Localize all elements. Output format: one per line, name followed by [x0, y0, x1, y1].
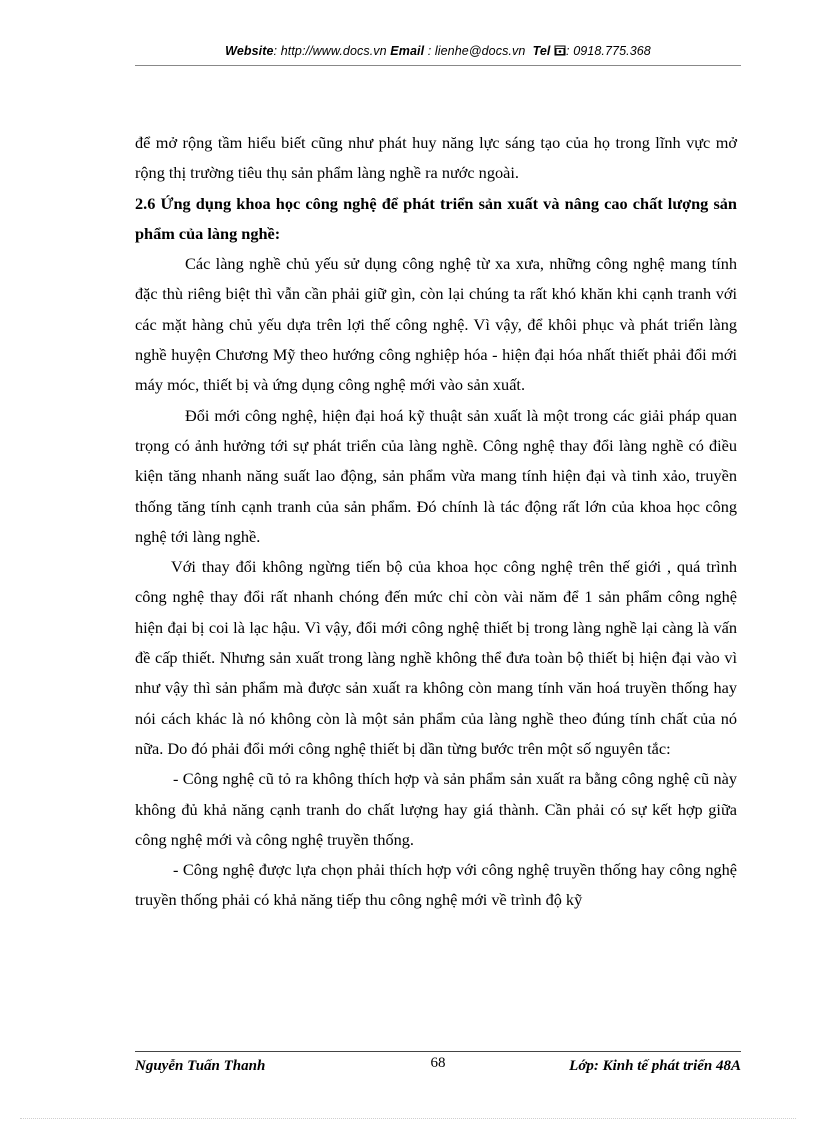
tel-value: : 0918.775.368	[566, 44, 651, 58]
header-divider	[135, 65, 741, 66]
tel-label: Tel	[532, 44, 551, 58]
footer-class: Lớp: Kinh tế phát triển 48A	[569, 1058, 741, 1074]
email-value: : lienhe@docs.vn	[424, 44, 526, 58]
telephone-icon	[554, 45, 566, 59]
section-heading: 2.6 Ứng dụng khoa học công nghệ để phát triển sản xuất và nâng cao chất lượng sản phẩm của làng nghề:	[135, 193, 737, 243]
paragraph: Đổi mới công nghệ, hiện đại hoá kỹ thuật sản xuất là một trong các giải pháp quan trọng có ảnh hưởng tới sự phát triển của làng nghề. Công nghệ thay đổi làng nghề có điều kiện tăng nhanh năng suất lao động, sản phẩm vừa mang tính hiện đại và tinh xảo, truyền thống tăng tính cạnh tranh của sản phẩm. Đó chính là tác động rất lớn của khoa học công nghệ tới làng nghề.	[135, 405, 737, 546]
page-header	[135, 44, 741, 59]
paragraph: Với thay đổi không ngừng tiến bộ của khoa học công nghệ trên thế giới , quá trình công nghệ thay đổi rất nhanh chóng đến mức chỉ còn vài năm để 1 sản phẩm công nghệ hiện đại bị coi là lạc hậu. Vì vậy, đổi mới công nghệ thiết bị trong làng nghề lại càng là vấn đề cấp thiết. Nhưng sản xuất trong làng nghề không thể đưa toàn bộ thiết bị hiện đại vào vì như vậy thì sản phẩm mà được sản xuất ra không còn mang tính văn hoá truyền thống hay nói cách khác là nó không còn là một sản phẩm của làng nghề theo đúng tính chất của nó nữa. Do đó phải đổi mới công nghệ thiết bị dần từng bước trên một số nguyên tắc:	[135, 557, 737, 758]
footer-divider	[135, 1051, 741, 1052]
paragraph-continuation: để mở rộng tầm hiểu biết cũng như phát huy năng lực sáng tạo của họ trong lĩnh vực mở rộng thị trường tiêu thụ sản phẩm làng nghề ra nước ngoài.	[135, 133, 737, 183]
website-value: : http://www.docs.vn	[273, 44, 387, 58]
list-item: - Công nghệ cũ tỏ ra không thích hợp và sản phẩm sản xuất ra bằng công nghệ cũ này không đủ khả năng cạnh tranh do chất lượng hay giá thành. Cần phải có sự kết hợp giữa công nghệ mới và công nghệ truyền thống.	[135, 769, 737, 849]
page-footer	[135, 1055, 741, 1077]
page-edge-divider	[20, 1118, 796, 1119]
paragraph: Các làng nghề chủ yếu sử dụng công nghệ từ xa xưa, những công nghệ mang tính đặc thù riêng biệt thì vẫn cần phải giữ gìn, còn lại chúng ta rất khó khăn khi cạnh tranh với các mặt hàng chủ yếu dựa trên lợi thế công nghệ. Vì vậy, để khôi phục và phát triển làng nghề huyện Chương Mỹ theo hướng công nghiệp hóa - hiện đại hóa nhất thiết phải đổi mới máy móc, thiết bị và ứng dụng công nghệ mới vào sản xuất.	[135, 254, 737, 395]
email-label: Email	[390, 44, 425, 58]
website-label: Website	[225, 44, 274, 58]
footer-author: Nguyễn Tuấn Thanh	[135, 1058, 266, 1074]
list-item: - Công nghệ được lựa chọn phải thích hợp với công nghệ truyền thống hay công nghệ truyền thống phải có khả năng tiếp thu công nghệ mới về trình độ kỹ	[135, 860, 737, 910]
page-number: 68	[430, 1055, 446, 1071]
document-body	[135, 128, 737, 916]
